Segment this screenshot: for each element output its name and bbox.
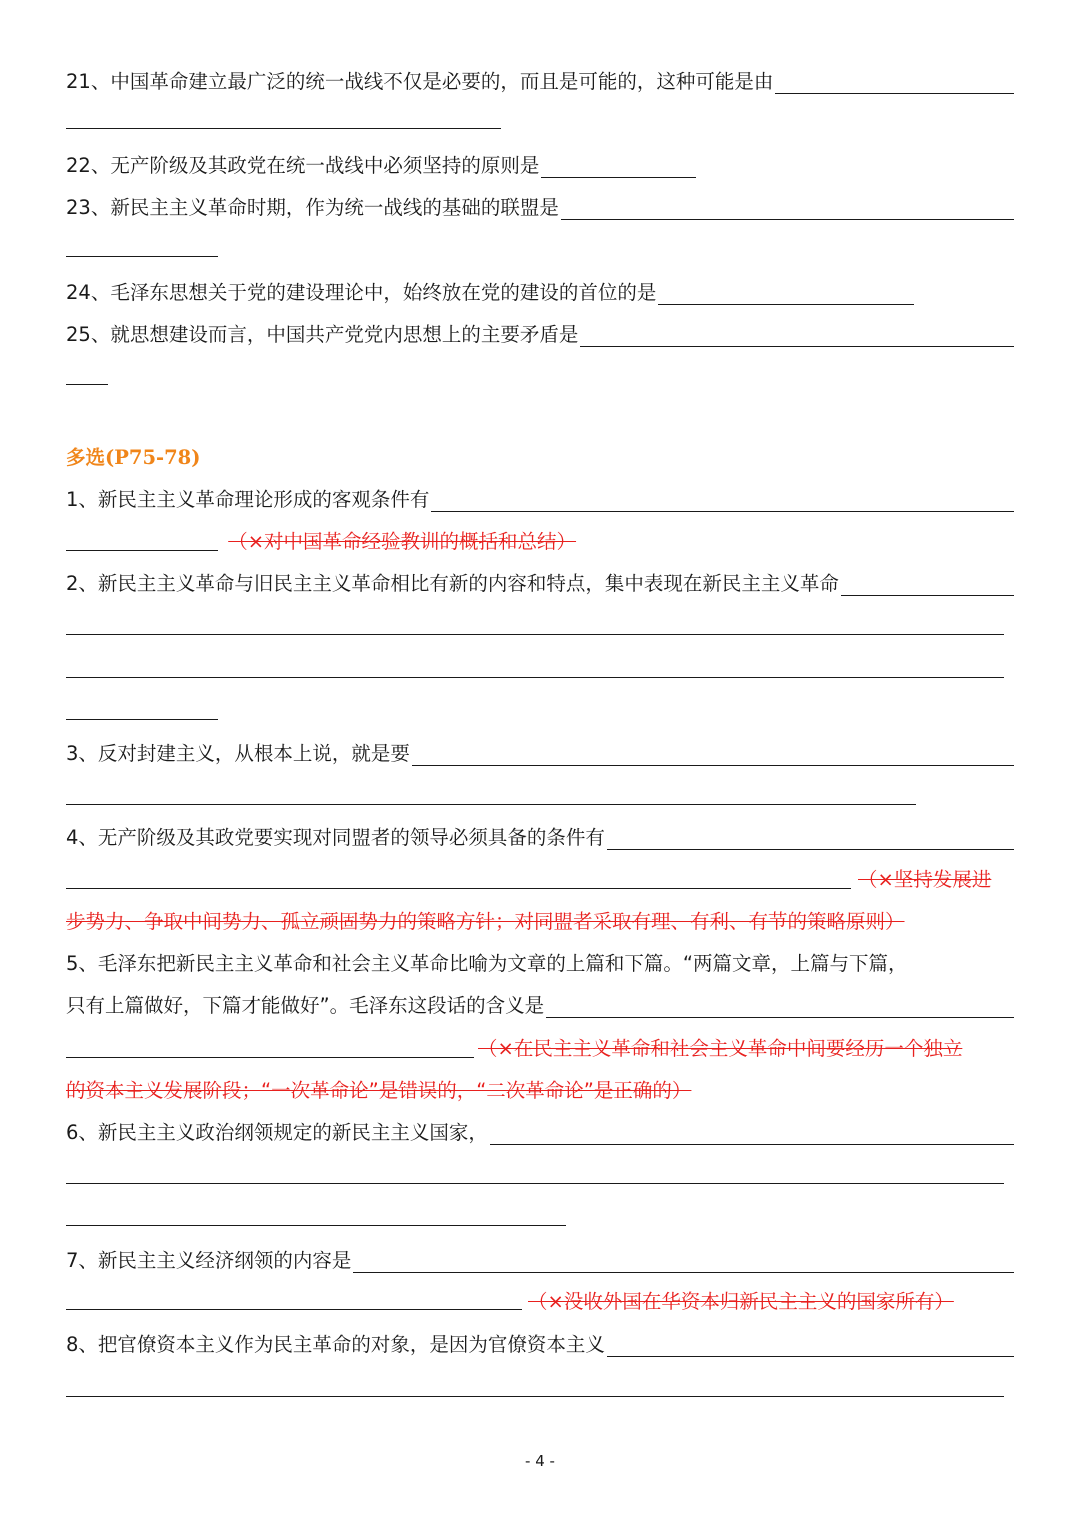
answer-blank	[66, 1396, 1004, 1397]
mc-question-2-text: 2、新民主主义革命与旧民主主义革命相比有新的内容和特点，集中表现在新民主主义革命	[66, 572, 839, 595]
answer-blank	[490, 1144, 1014, 1145]
answer-blank	[66, 888, 851, 889]
mc-question-4	[66, 820, 1014, 856]
answer-blank	[561, 219, 1014, 220]
mc-answer-7-row	[528, 1284, 1014, 1320]
answer-blank	[66, 719, 218, 720]
question-25	[66, 317, 1014, 353]
question-23	[66, 190, 1014, 226]
question-22	[66, 148, 696, 184]
mc-question-5-text-a: 5、毛泽东把新民主主义革命和社会主义革命比喻为文章的上篇和下篇。“两篇文章，上篇与下篇，	[66, 952, 908, 975]
mc-question-3	[66, 736, 1014, 772]
answer-blank	[841, 595, 1014, 596]
question-23-text: 23、新民主主义革命时期，作为统一战线的基础的联盟是	[66, 196, 559, 219]
mc-question-1	[66, 482, 1014, 518]
mc-question-6	[66, 1115, 1014, 1151]
question-24	[66, 275, 914, 311]
mc-question-1-text: 1、新民主主义革命理论形成的客观条件有	[66, 488, 430, 511]
section-heading: 多选(P75-78)	[66, 446, 201, 469]
answer-blank	[541, 177, 696, 178]
mc-question-3-text: 3、反对封建主义，从根本上说，就是要	[66, 742, 410, 765]
mc-question-7	[66, 1243, 1014, 1279]
answer-blank	[607, 1356, 1014, 1357]
mc-answer-5-b: 的资本主义发展阶段；“一次革命论”是错误的，“二次革命论”是正确的）	[66, 1079, 692, 1102]
answer-blank	[580, 346, 1014, 347]
question-25-text: 25、就思想建设而言，中国共产党党内思想上的主要矛盾是	[66, 323, 579, 346]
answer-blank	[66, 256, 218, 257]
mc-question-6-text: 6、新民主主义政治纲领规定的新民主主义国家，	[66, 1121, 488, 1144]
answer-blank	[66, 1183, 1004, 1184]
answer-blank	[66, 1225, 566, 1226]
answer-blank	[775, 93, 1014, 94]
mc-question-8-text: 8、把官僚资本主义作为民主革命的对象，是因为官僚资本主义	[66, 1333, 605, 1356]
answer-blank	[607, 849, 1014, 850]
answer-blank	[66, 1057, 474, 1058]
mc-question-5-line-1	[66, 946, 1014, 982]
mc-question-7-text: 7、新民主主义经济纲领的内容是	[66, 1249, 352, 1272]
question-21-text: 21、中国革命建立最广泛的统一战线不仅是必要的，而且是可能的，这种可能是由	[66, 70, 774, 93]
mc-answer-1-row	[66, 524, 1014, 560]
answer-blank	[546, 1017, 1014, 1018]
mc-answer-5-row-b	[66, 1073, 1014, 1109]
answer-blank	[66, 524, 218, 551]
answer-blank	[66, 804, 916, 805]
mc-answer-1: （×对中国革命经验教训的概括和总结）	[228, 530, 577, 553]
answer-blank	[353, 1272, 1014, 1273]
answer-blank	[658, 304, 914, 305]
answer-blank	[66, 677, 1004, 678]
mc-question-8	[66, 1327, 1014, 1363]
mc-answer-5-row-a	[478, 1031, 1014, 1067]
question-24-text: 24、毛泽东思想关于党的建设理论中，始终放在党的建设的首位的是	[66, 281, 657, 304]
mc-question-5-text-b: 只有上篇做好，下篇才能做好”。毛泽东这段话的含义是	[66, 994, 545, 1017]
question-21	[66, 64, 1014, 100]
mc-answer-4-b: 步势力、争取中间势力、孤立顽固势力的策略方针；对同盟者采取有理、有利、有节的策略原则）	[66, 910, 905, 933]
mc-question-2	[66, 566, 1014, 602]
mc-answer-4-row-a	[858, 862, 1014, 898]
mc-answer-4-row-b	[66, 904, 1014, 940]
question-22-text: 22、无产阶级及其政党在统一战线中必须坚持的原则是	[66, 154, 540, 177]
page-number: - 4 -	[525, 1452, 555, 1470]
answer-blank	[66, 384, 108, 385]
mc-question-4-text: 4、无产阶级及其政党要实现对同盟者的领导必须具备的条件有	[66, 826, 605, 849]
mc-answer-5-a: （×在民主主义革命和社会主义革命中间要经历一个独立	[478, 1037, 963, 1060]
mc-question-5-line-2	[66, 988, 1014, 1024]
mc-answer-4-a: （×坚持发展进	[858, 868, 992, 891]
mc-answer-7: （×没收外国在华资本归新民主主义的国家所有）	[528, 1290, 954, 1313]
answer-blank	[412, 765, 1014, 766]
answer-blank	[431, 511, 1014, 512]
answer-blank	[66, 634, 1004, 635]
answer-blank	[66, 128, 501, 129]
answer-blank	[66, 1309, 522, 1310]
